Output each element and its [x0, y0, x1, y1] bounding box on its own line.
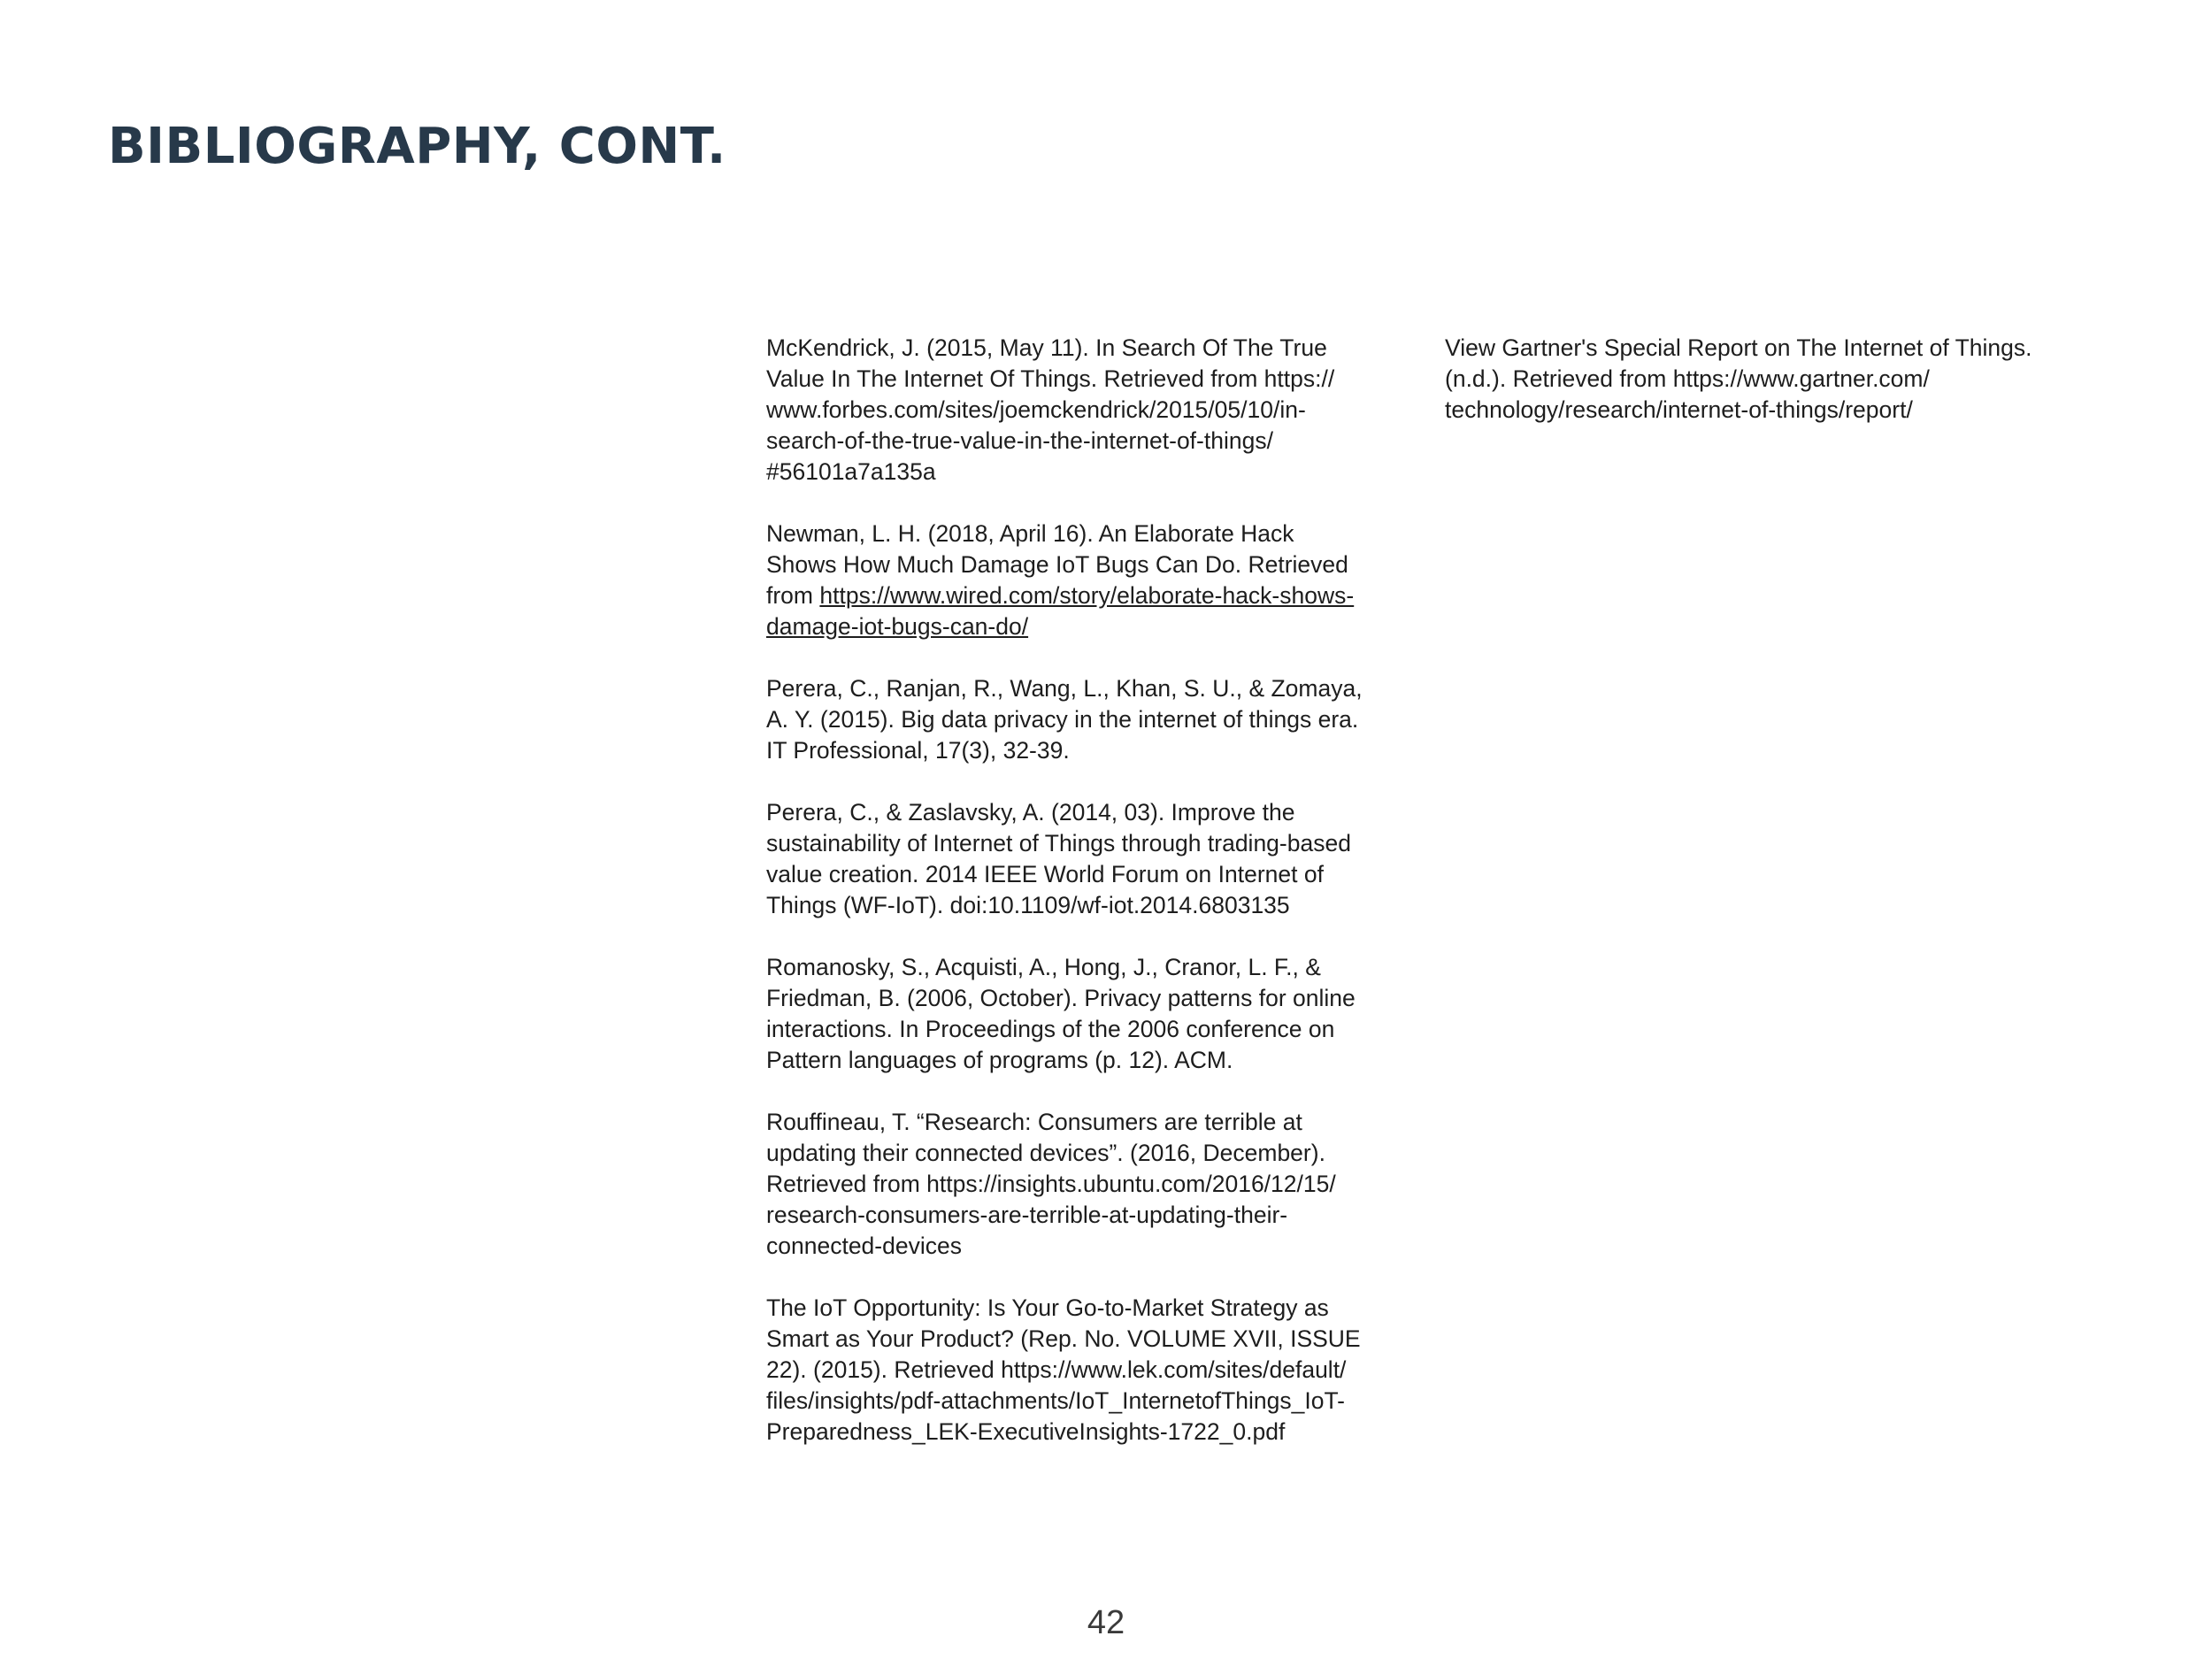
reference-line: (n.d.). Retrieved from https://www.gartner.com/ [1445, 365, 1930, 392]
reference-line: Perera, C., & Zaslavsky, A. (2014, 03). Improve the [766, 799, 1295, 826]
reference-line: Friedman, B. (2006, October). Privacy patterns for online [766, 985, 1356, 1011]
reference-entry [766, 333, 1403, 488]
reference-line: Pattern languages of programs (p. 12). ACM. [766, 1047, 1233, 1073]
wired-article-link-continued[interactable]: damage-iot-bugs-can-do/ [766, 613, 1029, 640]
reference-line: Things (WF-IoT). doi:10.1109/wf-iot.2014.6803135 [766, 892, 1290, 918]
reference-entry [766, 797, 1403, 921]
reference-line: search-of-the-true-value-in-the-internet-of-things/ [766, 427, 1273, 454]
reference-line: research-consumers-are-terrible-at-updating-their- [766, 1202, 1288, 1228]
reference-line: files/insights/pdf-attachments/IoT_InternetofThings_IoT- [766, 1387, 1345, 1414]
reference-line: Retrieved from https://insights.ubuntu.com/2016/12/15/ [766, 1171, 1336, 1197]
reference-entry [766, 673, 1403, 766]
reference-line: IT Professional, 17(3), 32-39. [766, 737, 1070, 764]
reference-line: updating their connected devices”. (2016, December). [766, 1140, 1325, 1166]
reference-line: www.forbes.com/sites/joemckendrick/2015/05/10/in- [766, 396, 1306, 423]
reference-line: technology/research/internet-of-things/report/ [1445, 396, 1913, 423]
reference-line: McKendrick, J. (2015, May 11). In Search Of The True [766, 334, 1327, 361]
reference-text: from [766, 582, 820, 609]
reference-line: #56101a7a135a [766, 458, 936, 485]
reference-line: A. Y. (2015). Big data privacy in the internet of things era. [766, 706, 1359, 733]
reference-line: The IoT Opportunity: Is Your Go-to-Market Strategy as [766, 1294, 1329, 1321]
reference-line-with-link [766, 611, 1403, 642]
page-title: BIBLIOGRAPHY, CONT. [108, 118, 726, 175]
reference-line: Preparedness_LEK-ExecutiveInsights-1722_0.pdf [766, 1418, 1286, 1445]
reference-line: Newman, L. H. (2018, April 16). An Elaborate Hack [766, 520, 1294, 547]
reference-line: sustainability of Internet of Things through trading-based [766, 830, 1351, 856]
reference-line-with-link [766, 580, 1403, 611]
reference-line: interactions. In Proceedings of the 2006 conference on [766, 1016, 1335, 1042]
reference-entry [766, 952, 1403, 1076]
reference-line: 22). (2015). Retrieved https://www.lek.com/sites/default/ [766, 1356, 1347, 1383]
reference-line: Perera, C., Ranjan, R., Wang, L., Khan, S. U., & Zomaya, [766, 675, 1363, 702]
reference-line: Romanosky, S., Acquisti, A., Hong, J., Cranor, L. F., & [766, 954, 1321, 980]
reference-line: View Gartner's Special Report on The Internet of Things. [1445, 334, 2032, 361]
bibliography-column-left [766, 333, 1403, 1479]
bibliography-column-right [1445, 333, 2064, 457]
reference-entry [766, 518, 1403, 642]
reference-line: value creation. 2014 IEEE World Forum on Internet of [766, 861, 1324, 887]
reference-entry [1445, 333, 2064, 426]
page-number: 42 [1087, 1604, 1125, 1641]
reference-line: Smart as Your Product? (Rep. No. VOLUME XVII, ISSUE [766, 1325, 1361, 1352]
reference-line: Shows How Much Damage IoT Bugs Can Do. Retrieved [766, 551, 1348, 578]
reference-line: Rouffineau, T. “Research: Consumers are terrible at [766, 1109, 1302, 1135]
reference-entry [766, 1293, 1403, 1448]
reference-line: connected-devices [766, 1233, 962, 1259]
reference-line: Value In The Internet Of Things. Retrieved from https:// [766, 365, 1335, 392]
reference-entry [766, 1107, 1403, 1262]
wired-article-link[interactable]: https://www.wired.com/story/elaborate-hack-shows- [819, 582, 1355, 609]
